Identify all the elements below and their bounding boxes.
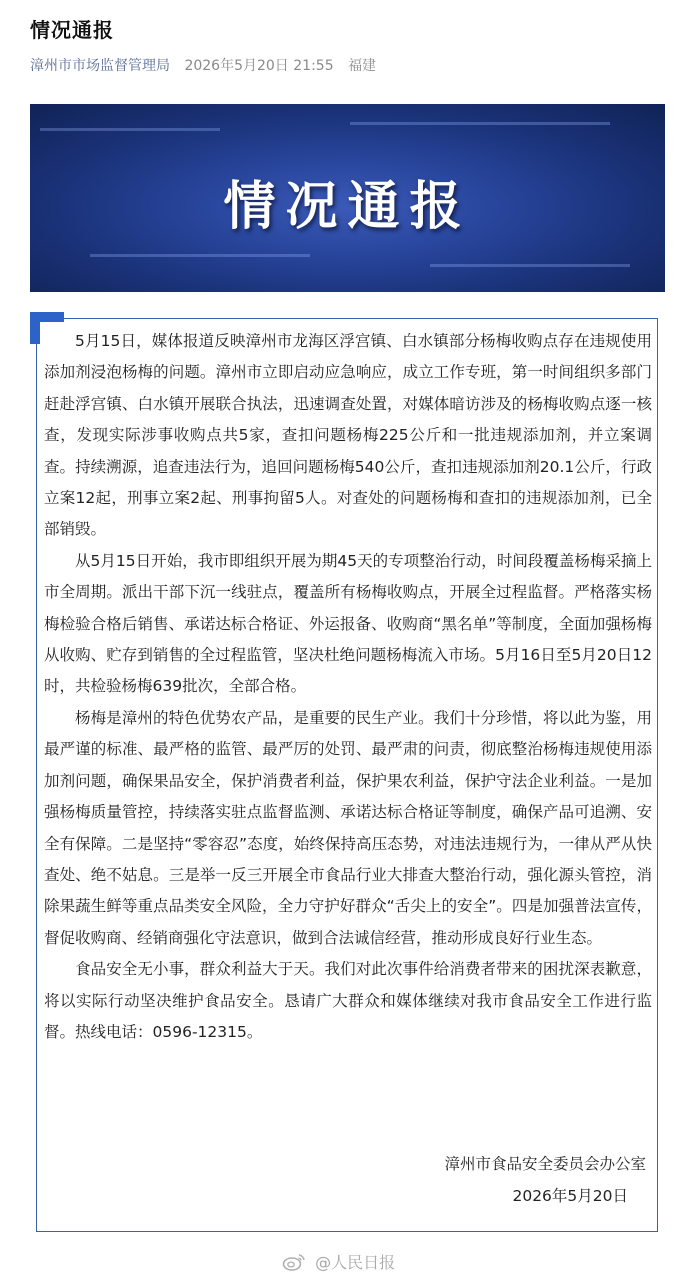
paragraph-1: 5月15日，媒体报道反映漳州市龙海区浮宫镇、白水镇部分杨梅收购点存在违规使用添加剂浸泡杨梅的问题。漳州市立即启动应急响应，成立工作专班，第一时间组织多部门赶赴浮宫镇、白水镇开展联合执法，迅速调查处置，对媒体暗访涉及的杨梅收购点逐一核查，发现实际涉事收购点共5家，查扣问题杨梅225公斤和一批违规添加剂，并立案调查。持续溯源，追查违法行为，追回问题杨梅540公斤，查扣违规添加剂20.1公斤，行政立案12起，刑事立案2起、刑事拘留5人。对查处的问题杨梅和查扣的违规添加剂，已全部销毁。 [44, 332, 652, 539]
watermark-text: @人民日报 [315, 1253, 396, 1272]
weibo-watermark [282, 1250, 395, 1273]
notice-body [44, 326, 652, 1048]
signature-block [444, 1148, 646, 1212]
account-name-link[interactable]: 漳州市市场监督管理局 [30, 58, 170, 74]
header-banner-image [30, 104, 665, 292]
paragraph-4: 食品安全无小事，群众利益大于天。我们对此次事件给消费者带来的困扰深表歉意，将以实际行动坚决维护食品安全。恳请广大群众和媒体继续对我市食品安全工作进行监督。热线电话：0596-12315。 [44, 960, 652, 1041]
paragraph-2: 从5月15日开始，我市即组织开展为期45天的专项整治行动，时间段覆盖杨梅采摘上市全周期。派出干部下沉一线驻点，覆盖所有杨梅收购点，开展全过程监督。严格落实杨梅检验合格后销售、承诺达标合格证、外运报备、收购商“黑名单”等制度，全面加强杨梅从收购、贮存到销售的全过程监管，坚决杜绝问题杨梅流入市场。5月16日至5月20日12时，共检验杨梅639批次，全部合格。 [44, 551, 652, 696]
publish-time: 2026年5月20日 21:55 [184, 58, 334, 74]
signature-org: 漳州市食品安全委员会办公室 [444, 1155, 646, 1173]
weibo-icon [282, 1253, 306, 1271]
banner-title: 情况通报 [223, 177, 472, 237]
frame-corner-accent-vertical [30, 312, 40, 344]
article-title: 情况通报 [30, 18, 114, 42]
paragraph-3: 杨梅是漳州的特色优势农产品，是重要的民生产业。我们十分珍惜，将以此为鉴，用最严谨的标准、最严格的监管、最严厉的处罚、最严肃的问责，彻底整治杨梅违规使用添加剂问题，确保果品安全，保护消费者利益，保护果农利益，保护守法企业利益。一是加强杨梅质量管控，持续落实驻点监督监测、承诺达标合格证等制度，确保产品可追溯、安全有保障。二是坚持“零容忍”态度，始终保持高压态势，对违法违规行为，一律从严从快查处、绝不姑息。三是举一反三开展全市食品行业大排查大整治行动，强化源头管控，消除果蔬生鲜等重点品类安全风险，全力守护好群众“舌尖上的安全”。四是加强普法宣传，督促收购商、经销商强化守法意识，做到合法诚信经营，推动形成良好行业生态。 [44, 708, 652, 947]
article-meta [30, 55, 376, 75]
ip-region: 福建 [348, 58, 377, 74]
signature-date: 2026年5月20日 [512, 1187, 628, 1205]
